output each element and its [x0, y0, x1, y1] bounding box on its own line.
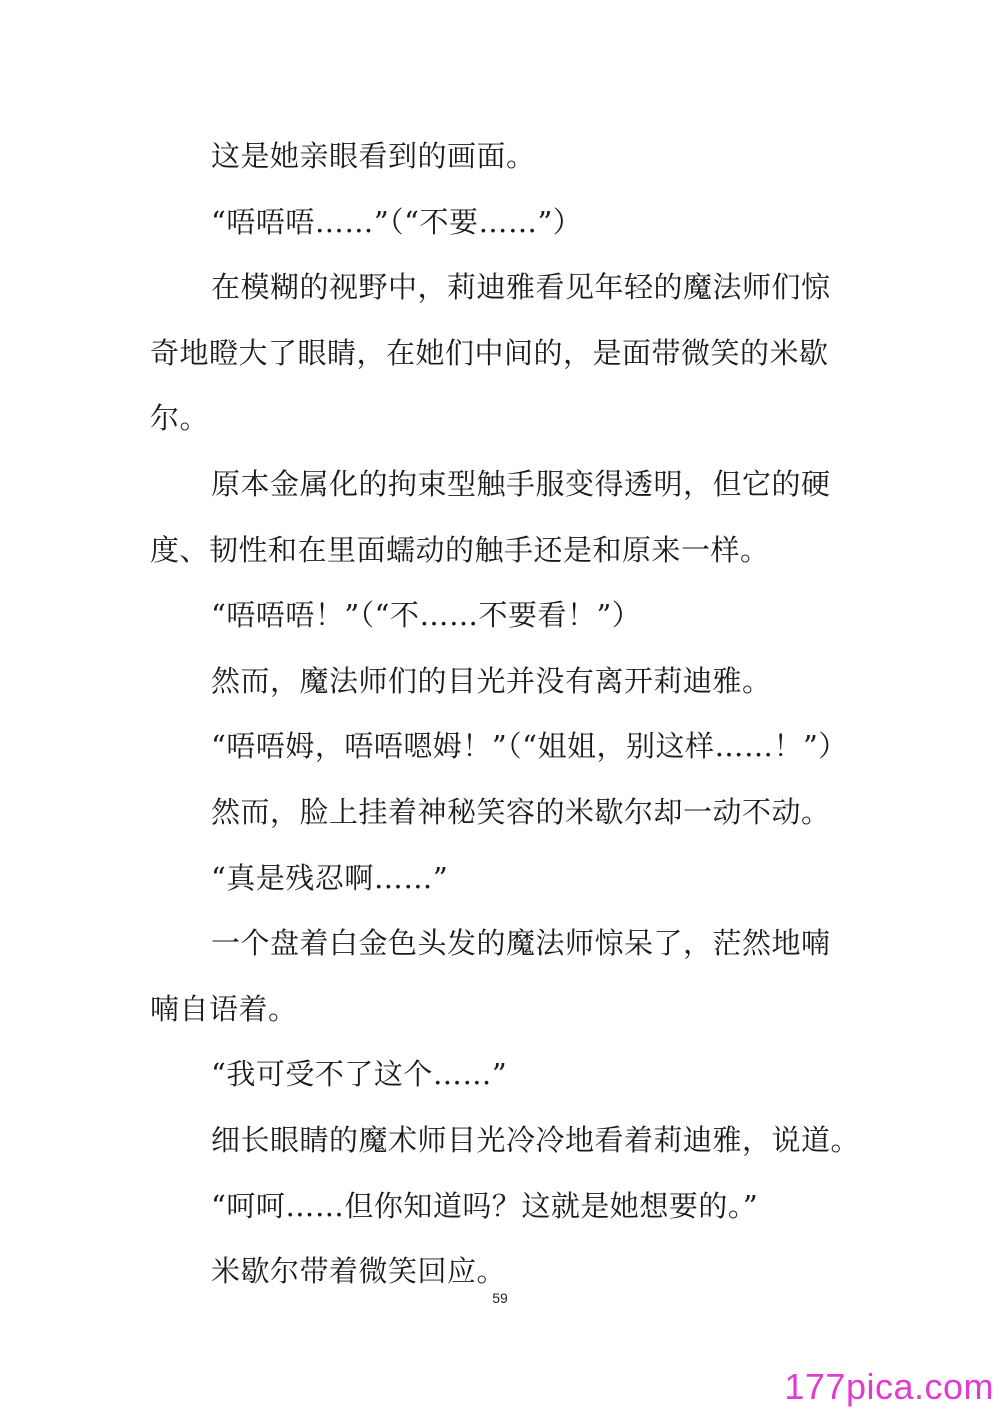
paragraph-line: “真是残忍啊……” — [211, 860, 449, 895]
paragraph-line: 在模糊的视野中，莉迪雅看见年轻的魔法师们惊 — [211, 270, 831, 305]
paragraph-line: “呵呵……但你知道吗？这就是她想要的。” — [211, 1188, 759, 1223]
paragraph-line: 一个盘着白金色头发的魔法师惊呆了，茫然地喃 — [211, 926, 831, 961]
paragraph-line: 度、韧性和在里面蠕动的触手还是和原来一样。 — [150, 532, 770, 567]
paragraph-line: 细长眼睛的魔术师目光冷冷地看着莉迪雅，说道。 — [211, 1122, 861, 1157]
paragraph-line: “唔唔唔……”（“不要……”） — [211, 204, 583, 239]
paragraph-line: “我可受不了这个……” — [211, 1057, 508, 1092]
paragraph-line: “唔唔姆，唔唔嗯姆！”（“姐姐，别这样……！”） — [211, 729, 848, 764]
page-number: 59 — [492, 1290, 508, 1306]
paragraph-line: 喃自语着。 — [150, 991, 298, 1026]
paragraph-line: 米歇尔带着微笑回应。 — [211, 1254, 507, 1289]
watermark-text: 177pica.com — [784, 1366, 994, 1407]
paragraph-line: 奇地瞪大了眼睛，在她们中间的，是面带微笑的米歇 — [150, 335, 829, 370]
paragraph-line: 然而，魔法师们的目光并没有离开莉迪雅。 — [211, 663, 772, 698]
paragraph-line: 原本金属化的拘束型触手服变得透明，但它的硬 — [211, 466, 831, 501]
paragraph-line: “唔唔唔！”（“不……不要看！”） — [211, 598, 642, 633]
paragraph-line: 然而，脸上挂着神秘笑容的米歇尔却一动不动。 — [211, 794, 831, 829]
paragraph-line: 尔。 — [150, 401, 210, 436]
body-text — [150, 130, 861, 1311]
paragraph-line: 这是她亲眼看到的画面。 — [211, 139, 536, 173]
